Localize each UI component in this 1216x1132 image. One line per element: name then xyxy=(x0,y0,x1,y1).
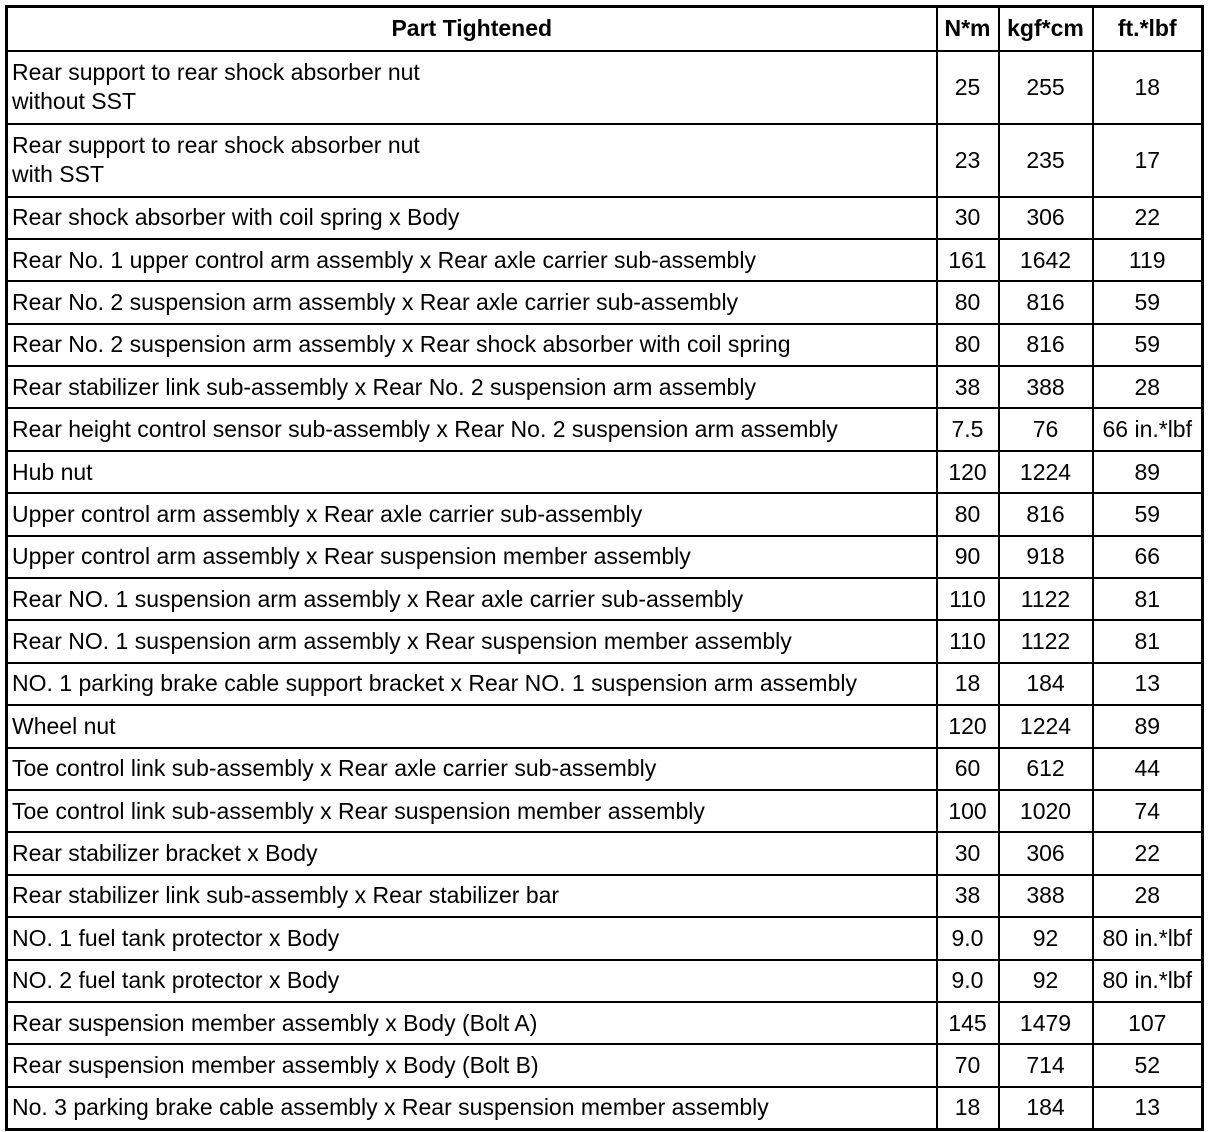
table-row xyxy=(7,451,1203,493)
table-row xyxy=(7,324,1203,366)
part-cell: Rear suspension member assembly x Body (Bolt B) xyxy=(7,1044,937,1086)
kgf-cell: 1122 xyxy=(999,578,1093,620)
ft-cell: 28 xyxy=(1093,366,1203,408)
ft-cell: 107 xyxy=(1093,1002,1203,1044)
nm-cell: 80 xyxy=(937,493,999,535)
kgf-cell: 816 xyxy=(999,281,1093,323)
part-line: without SST xyxy=(12,88,136,114)
part-cell: Rear NO. 1 suspension arm assembly x Rear axle carrier sub-assembly xyxy=(7,578,937,620)
nm-cell: 9.0 xyxy=(937,960,999,1002)
ft-cell: 18 xyxy=(1093,51,1203,124)
kgf-cell: 918 xyxy=(999,536,1093,578)
ft-cell: 44 xyxy=(1093,748,1203,790)
nm-cell: 38 xyxy=(937,366,999,408)
nm-cell: 80 xyxy=(937,281,999,323)
table-row xyxy=(7,124,1203,197)
ft-cell: 80 in.*lbf xyxy=(1093,960,1203,1002)
ft-cell: 52 xyxy=(1093,1044,1203,1086)
header-part-tightened: Part Tightened xyxy=(7,7,937,51)
part-cell: Rear height control sensor sub-assembly x Rear No. 2 suspension arm assembly xyxy=(7,408,937,450)
ft-cell: 89 xyxy=(1093,705,1203,747)
part-cell: Rear NO. 1 suspension arm assembly x Rear suspension member assembly xyxy=(7,620,937,662)
kgf-cell: 388 xyxy=(999,875,1093,917)
kgf-cell: 92 xyxy=(999,917,1093,959)
part-line: Rear support to rear shock absorber nut xyxy=(12,132,420,158)
part-cell: Rear stabilizer link sub-assembly x Rear No. 2 suspension arm assembly xyxy=(7,366,937,408)
table-row xyxy=(7,960,1203,1002)
kgf-cell: 816 xyxy=(999,493,1093,535)
table-row xyxy=(7,281,1203,323)
nm-cell: 120 xyxy=(937,705,999,747)
kgf-cell: 184 xyxy=(999,1087,1093,1129)
table-row xyxy=(7,578,1203,620)
kgf-cell: 1020 xyxy=(999,790,1093,832)
part-cell xyxy=(7,51,937,124)
nm-cell: 90 xyxy=(937,536,999,578)
table-row xyxy=(7,620,1203,662)
table-row xyxy=(7,663,1203,705)
ft-cell: 17 xyxy=(1093,124,1203,197)
nm-cell: 18 xyxy=(937,663,999,705)
ft-cell: 89 xyxy=(1093,451,1203,493)
part-cell: Upper control arm assembly x Rear suspension member assembly xyxy=(7,536,937,578)
part-cell: Rear No. 2 suspension arm assembly x Rear shock absorber with coil spring xyxy=(7,324,937,366)
kgf-cell: 1122 xyxy=(999,620,1093,662)
ft-cell: 59 xyxy=(1093,493,1203,535)
part-cell: No. 3 parking brake cable assembly x Rear suspension member assembly xyxy=(7,1087,937,1129)
table-row xyxy=(7,366,1203,408)
table-row xyxy=(7,239,1203,281)
part-line: Rear support to rear shock absorber nut xyxy=(12,59,420,85)
nm-cell: 30 xyxy=(937,832,999,874)
table-row xyxy=(7,790,1203,832)
table-row xyxy=(7,748,1203,790)
kgf-cell: 76 xyxy=(999,408,1093,450)
ft-cell: 81 xyxy=(1093,578,1203,620)
kgf-cell: 306 xyxy=(999,197,1093,239)
part-line: with SST xyxy=(12,161,105,187)
table-row xyxy=(7,1044,1203,1086)
kgf-cell: 306 xyxy=(999,832,1093,874)
ft-cell: 66 in.*lbf xyxy=(1093,408,1203,450)
nm-cell: 70 xyxy=(937,1044,999,1086)
kgf-cell: 816 xyxy=(999,324,1093,366)
kgf-cell: 255 xyxy=(999,51,1093,124)
kgf-cell: 1224 xyxy=(999,451,1093,493)
part-cell: Rear shock absorber with coil spring x Body xyxy=(7,197,937,239)
kgf-cell: 1642 xyxy=(999,239,1093,281)
part-cell: NO. 1 fuel tank protector x Body xyxy=(7,917,937,959)
part-cell xyxy=(7,124,937,197)
kgf-cell: 92 xyxy=(999,960,1093,1002)
nm-cell: 100 xyxy=(937,790,999,832)
table-row xyxy=(7,197,1203,239)
torque-specification-table xyxy=(5,5,1204,1131)
nm-cell: 18 xyxy=(937,1087,999,1129)
table-row xyxy=(7,408,1203,450)
nm-cell: 7.5 xyxy=(937,408,999,450)
table-row xyxy=(7,536,1203,578)
ft-cell: 119 xyxy=(1093,239,1203,281)
table-row xyxy=(7,51,1203,124)
nm-cell: 9.0 xyxy=(937,917,999,959)
ft-cell: 28 xyxy=(1093,875,1203,917)
nm-cell: 161 xyxy=(937,239,999,281)
header-kgf-cm: kgf*cm xyxy=(999,7,1093,51)
ft-cell: 80 in.*lbf xyxy=(1093,917,1203,959)
ft-cell: 66 xyxy=(1093,536,1203,578)
ft-cell: 59 xyxy=(1093,324,1203,366)
table-row xyxy=(7,705,1203,747)
nm-cell: 60 xyxy=(937,748,999,790)
part-cell: Toe control link sub-assembly x Rear suspension member assembly xyxy=(7,790,937,832)
header-ft-lbf: ft.*lbf xyxy=(1093,7,1203,51)
table-header xyxy=(7,7,1203,51)
nm-cell: 110 xyxy=(937,620,999,662)
part-cell: Rear No. 1 upper control arm assembly x Rear axle carrier sub-assembly xyxy=(7,239,937,281)
kgf-cell: 184 xyxy=(999,663,1093,705)
nm-cell: 38 xyxy=(937,875,999,917)
ft-cell: 22 xyxy=(1093,832,1203,874)
nm-cell: 25 xyxy=(937,51,999,124)
kgf-cell: 1224 xyxy=(999,705,1093,747)
table-row xyxy=(7,832,1203,874)
nm-cell: 80 xyxy=(937,324,999,366)
header-nm: N*m xyxy=(937,7,999,51)
ft-cell: 81 xyxy=(1093,620,1203,662)
ft-cell: 22 xyxy=(1093,197,1203,239)
kgf-cell: 612 xyxy=(999,748,1093,790)
nm-cell: 23 xyxy=(937,124,999,197)
ft-cell: 13 xyxy=(1093,1087,1203,1129)
table-row xyxy=(7,493,1203,535)
ft-cell: 74 xyxy=(1093,790,1203,832)
ft-cell: 13 xyxy=(1093,663,1203,705)
nm-cell: 145 xyxy=(937,1002,999,1044)
table-row xyxy=(7,875,1203,917)
part-cell: Rear stabilizer bracket x Body xyxy=(7,832,937,874)
ft-cell: 59 xyxy=(1093,281,1203,323)
table-row xyxy=(7,917,1203,959)
part-cell: Rear No. 2 suspension arm assembly x Rear axle carrier sub-assembly xyxy=(7,281,937,323)
part-cell: NO. 1 parking brake cable support bracket x Rear NO. 1 suspension arm assembly xyxy=(7,663,937,705)
part-cell: Hub nut xyxy=(7,451,937,493)
kgf-cell: 235 xyxy=(999,124,1093,197)
part-cell: NO. 2 fuel tank protector x Body xyxy=(7,960,937,1002)
header-row xyxy=(7,7,1203,51)
part-cell: Rear suspension member assembly x Body (Bolt A) xyxy=(7,1002,937,1044)
part-cell: Upper control arm assembly x Rear axle carrier sub-assembly xyxy=(7,493,937,535)
table-row xyxy=(7,1087,1203,1129)
kgf-cell: 1479 xyxy=(999,1002,1093,1044)
nm-cell: 30 xyxy=(937,197,999,239)
part-cell: Toe control link sub-assembly x Rear axle carrier sub-assembly xyxy=(7,748,937,790)
table-row xyxy=(7,1002,1203,1044)
nm-cell: 110 xyxy=(937,578,999,620)
part-cell: Wheel nut xyxy=(7,705,937,747)
table-body xyxy=(7,51,1203,1130)
nm-cell: 120 xyxy=(937,451,999,493)
part-cell: Rear stabilizer link sub-assembly x Rear stabilizer bar xyxy=(7,875,937,917)
kgf-cell: 714 xyxy=(999,1044,1093,1086)
kgf-cell: 388 xyxy=(999,366,1093,408)
